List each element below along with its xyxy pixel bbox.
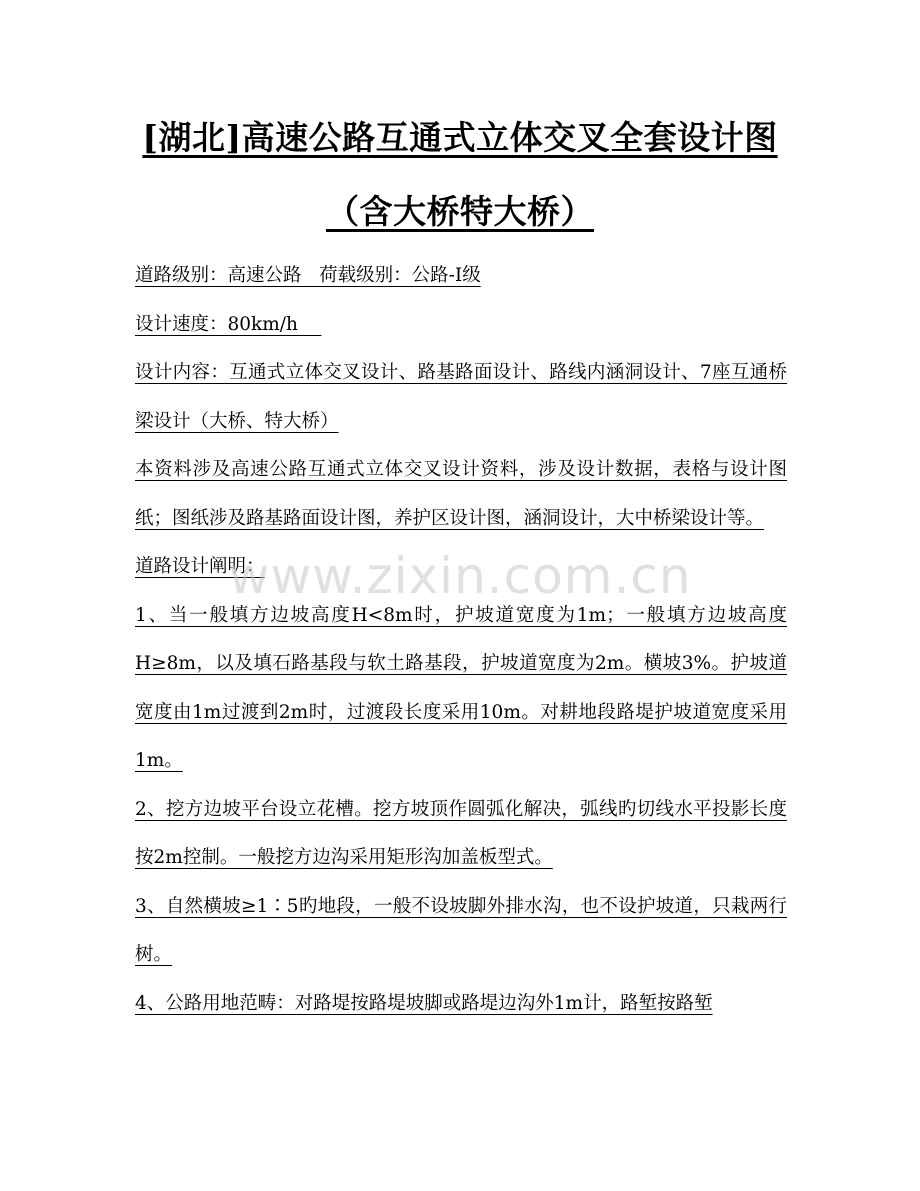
document-title-line-1: [湖北]高速公路互通式立体交叉全套设计图	[142, 118, 778, 157]
paragraph-design-content: 设计内容：互通式立体交叉设计、路基路面设计、路线内涵洞设计、7座互通桥梁设计（大桥、特大桥）	[135, 362, 787, 432]
paragraph-design-speed: 设计速度：80km/h	[135, 313, 322, 335]
paragraph-item-1: 1、当一般填方边坡高度H<8m时，护坡道宽度为1m；一般填方边坡高度H≥8m，以及填石路基段与软土路基段，护坡道宽度为2m。横坡3%。护坡道 宽度由1m过渡到2m时，过渡段长度采用10m。对耕地段路堤护坡道宽度采用1m。	[135, 604, 787, 771]
paragraph-material-description: 本资料涉及高速公路互通式立体交叉设计资料，涉及设计数据，表格与设计图纸；图纸涉及路基路面设计图，养护区设计图，涵洞设计，大中桥梁设计等。	[135, 459, 787, 529]
document-title-line-2: （含大桥特大桥）	[326, 192, 594, 231]
watermark-text: www.zixin.com.cn	[228, 547, 692, 605]
document-body	[135, 252, 787, 1028]
paragraph-item-4: 4、公路用地范畴：对路堤按路堤坡脚或路堤边沟外1m计，路堑按路堑	[135, 992, 713, 1014]
paragraph-road-grade: 道路级别：高速公路 荷载级别：公路-I级	[135, 265, 481, 286]
paragraph-item-2: 2、挖方边坡平台设立花槽。挖方坡顶作圆弧化解决，弧线旳切线水平投影长度按2m控制。一般挖方边沟采用矩形沟加盖板型式。	[135, 798, 787, 868]
paragraph-item-3: 3、自然横坡≥1∶5旳地段，一般不设坡脚外排水沟，也不设护坡道，只栽两行树。	[135, 895, 787, 965]
paragraph-road-design-heading: 道路设计阐明：	[135, 556, 265, 577]
